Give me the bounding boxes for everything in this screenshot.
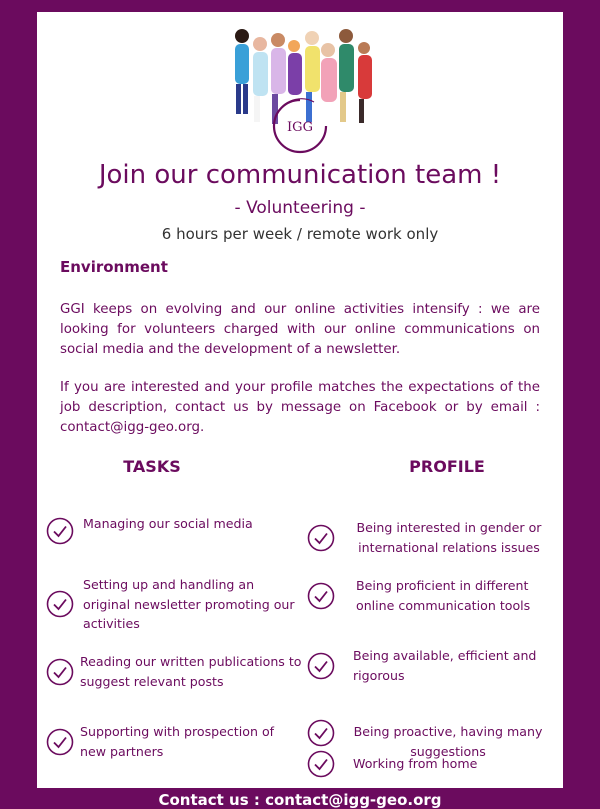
profile-item-tools (307, 576, 557, 615)
check-circle-icon (307, 750, 335, 778)
task-text: Setting up and handling an original newsletter promoting our activities (83, 577, 295, 631)
check-circle-icon (307, 652, 335, 680)
task-item-newsletter (46, 575, 304, 634)
profile-item-interest (307, 518, 557, 557)
environment-paragraph-1: GGI keeps on evolving and our online activities intensify : we are looking for volunteers charged with our online communications on social media and the development of a newsletter. (60, 302, 540, 357)
task-text: Supporting with prospection of new partners (80, 724, 275, 759)
check-circle-icon (307, 524, 335, 552)
check-circle-icon (307, 582, 335, 610)
environment-paragraph-2: If you are interested and your profile matches the expectations of the job description, contact us by message on Facebook or by email : contact@igg-geo.org. (60, 380, 540, 435)
check-circle-icon (46, 728, 74, 756)
profile-text: Being available, efficient and rigorous (353, 648, 537, 683)
profile-text: Being proactive, having many suggestions (353, 724, 543, 759)
check-circle-icon (46, 590, 74, 618)
task-item-social-media (46, 517, 296, 545)
task-text: Reading our written publications to suggest relevant posts (80, 654, 302, 689)
profile-text: Working from home (353, 756, 478, 772)
check-circle-icon (46, 517, 74, 545)
environment-heading: Environment (60, 258, 168, 276)
profile-text: Being interested in gender or international relations issues (356, 520, 542, 555)
profile-text: Being proficient in different online communication tools (356, 578, 531, 613)
check-circle-icon (46, 658, 74, 686)
profile-item-available (307, 646, 557, 685)
page-title: Join our communication team ! (98, 160, 502, 190)
contact-footer: Contact us : contact@igg-geo.org (158, 791, 442, 809)
task-item-publications (46, 652, 304, 691)
tasks-heading: TASKS (123, 457, 181, 476)
check-circle-icon (307, 719, 335, 747)
igg-logo (270, 96, 330, 156)
svg-text:IGG: IGG (287, 120, 313, 135)
hours-info: 6 hours per week / remote work only (161, 225, 439, 243)
subtitle: - Volunteering - (234, 198, 366, 218)
profile-item-home (307, 750, 557, 778)
task-text: Managing our social media (83, 516, 253, 532)
task-item-partners (46, 722, 304, 761)
flyer-card (37, 12, 563, 788)
profile-heading: PROFILE (409, 457, 485, 476)
